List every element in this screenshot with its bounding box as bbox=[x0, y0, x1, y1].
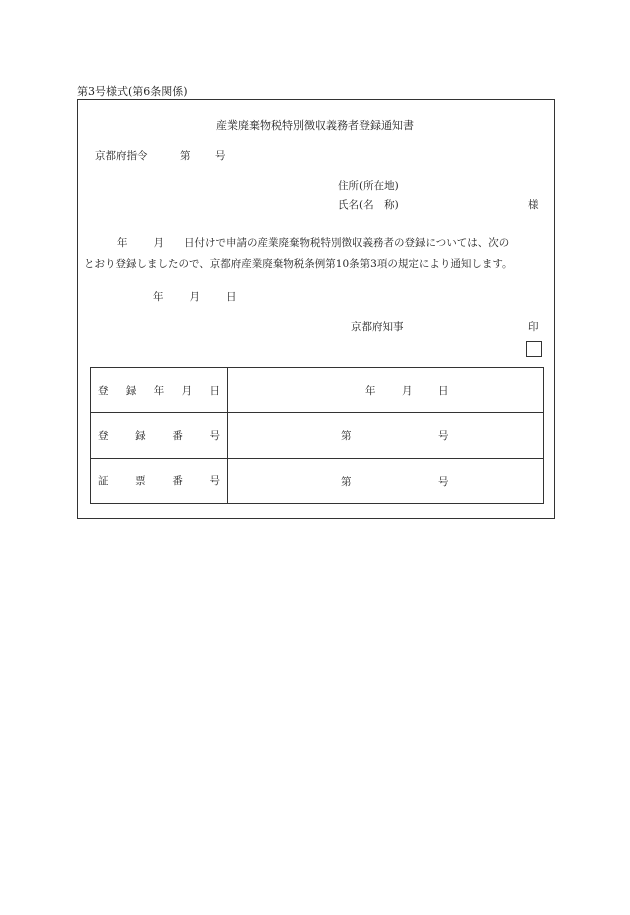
body-text-line-1 bbox=[117, 238, 509, 249]
row-value-certificate-number bbox=[228, 458, 544, 503]
row-label-certificate-number: 証票番号 bbox=[91, 458, 228, 503]
address-label: 住所(所在地) bbox=[338, 180, 399, 192]
row-label-registration-number: 登録番号 bbox=[91, 413, 228, 458]
table-row bbox=[91, 413, 544, 458]
notice-date bbox=[153, 292, 237, 303]
value-dai: 第 bbox=[341, 475, 352, 488]
name-label: 氏名(名 称) bbox=[338, 199, 399, 211]
body-month: 月 bbox=[153, 237, 164, 249]
body-year: 年 bbox=[117, 237, 128, 249]
seal-label: 印 bbox=[528, 321, 539, 333]
notice-date-month: 月 bbox=[189, 291, 200, 303]
directive-prefix: 京都府指令 bbox=[95, 150, 148, 162]
seal-box bbox=[526, 341, 542, 357]
registration-table bbox=[90, 367, 544, 504]
table-row bbox=[91, 368, 544, 413]
value-dai: 第 bbox=[341, 430, 352, 443]
form-number-label: 第3号様式(第6条関係) bbox=[77, 85, 188, 98]
row-value-registration-number bbox=[228, 413, 544, 458]
directive-number-dai: 第 bbox=[180, 150, 191, 162]
row-value-registration-date bbox=[228, 368, 544, 413]
notice-date-day: 日 bbox=[226, 291, 237, 303]
honorific-sama: 様 bbox=[528, 199, 539, 211]
body-text-line-2: とおり登録しましたので、京都府産業廃棄物税条例第10条第3項の規定により通知します。 bbox=[84, 258, 513, 270]
row-label-registration-date: 登録年月日 bbox=[91, 368, 228, 413]
value-go: 号 bbox=[438, 475, 449, 488]
document-title: 産業廃棄物税特別徴収義務者登録通知書 bbox=[216, 119, 414, 132]
value-day: 日 bbox=[438, 385, 449, 398]
value-go: 号 bbox=[438, 430, 449, 443]
notice-date-year: 年 bbox=[153, 291, 164, 303]
body-line1-text: 日付けで申請の産業廃棄物税特別徴収義務者の登録については、次の bbox=[184, 237, 510, 249]
directive-number-go: 号 bbox=[215, 150, 226, 162]
value-year: 年 bbox=[365, 385, 376, 398]
value-month: 月 bbox=[402, 385, 413, 398]
table-row bbox=[91, 458, 544, 503]
issuer-title: 京都府知事 bbox=[351, 321, 404, 333]
